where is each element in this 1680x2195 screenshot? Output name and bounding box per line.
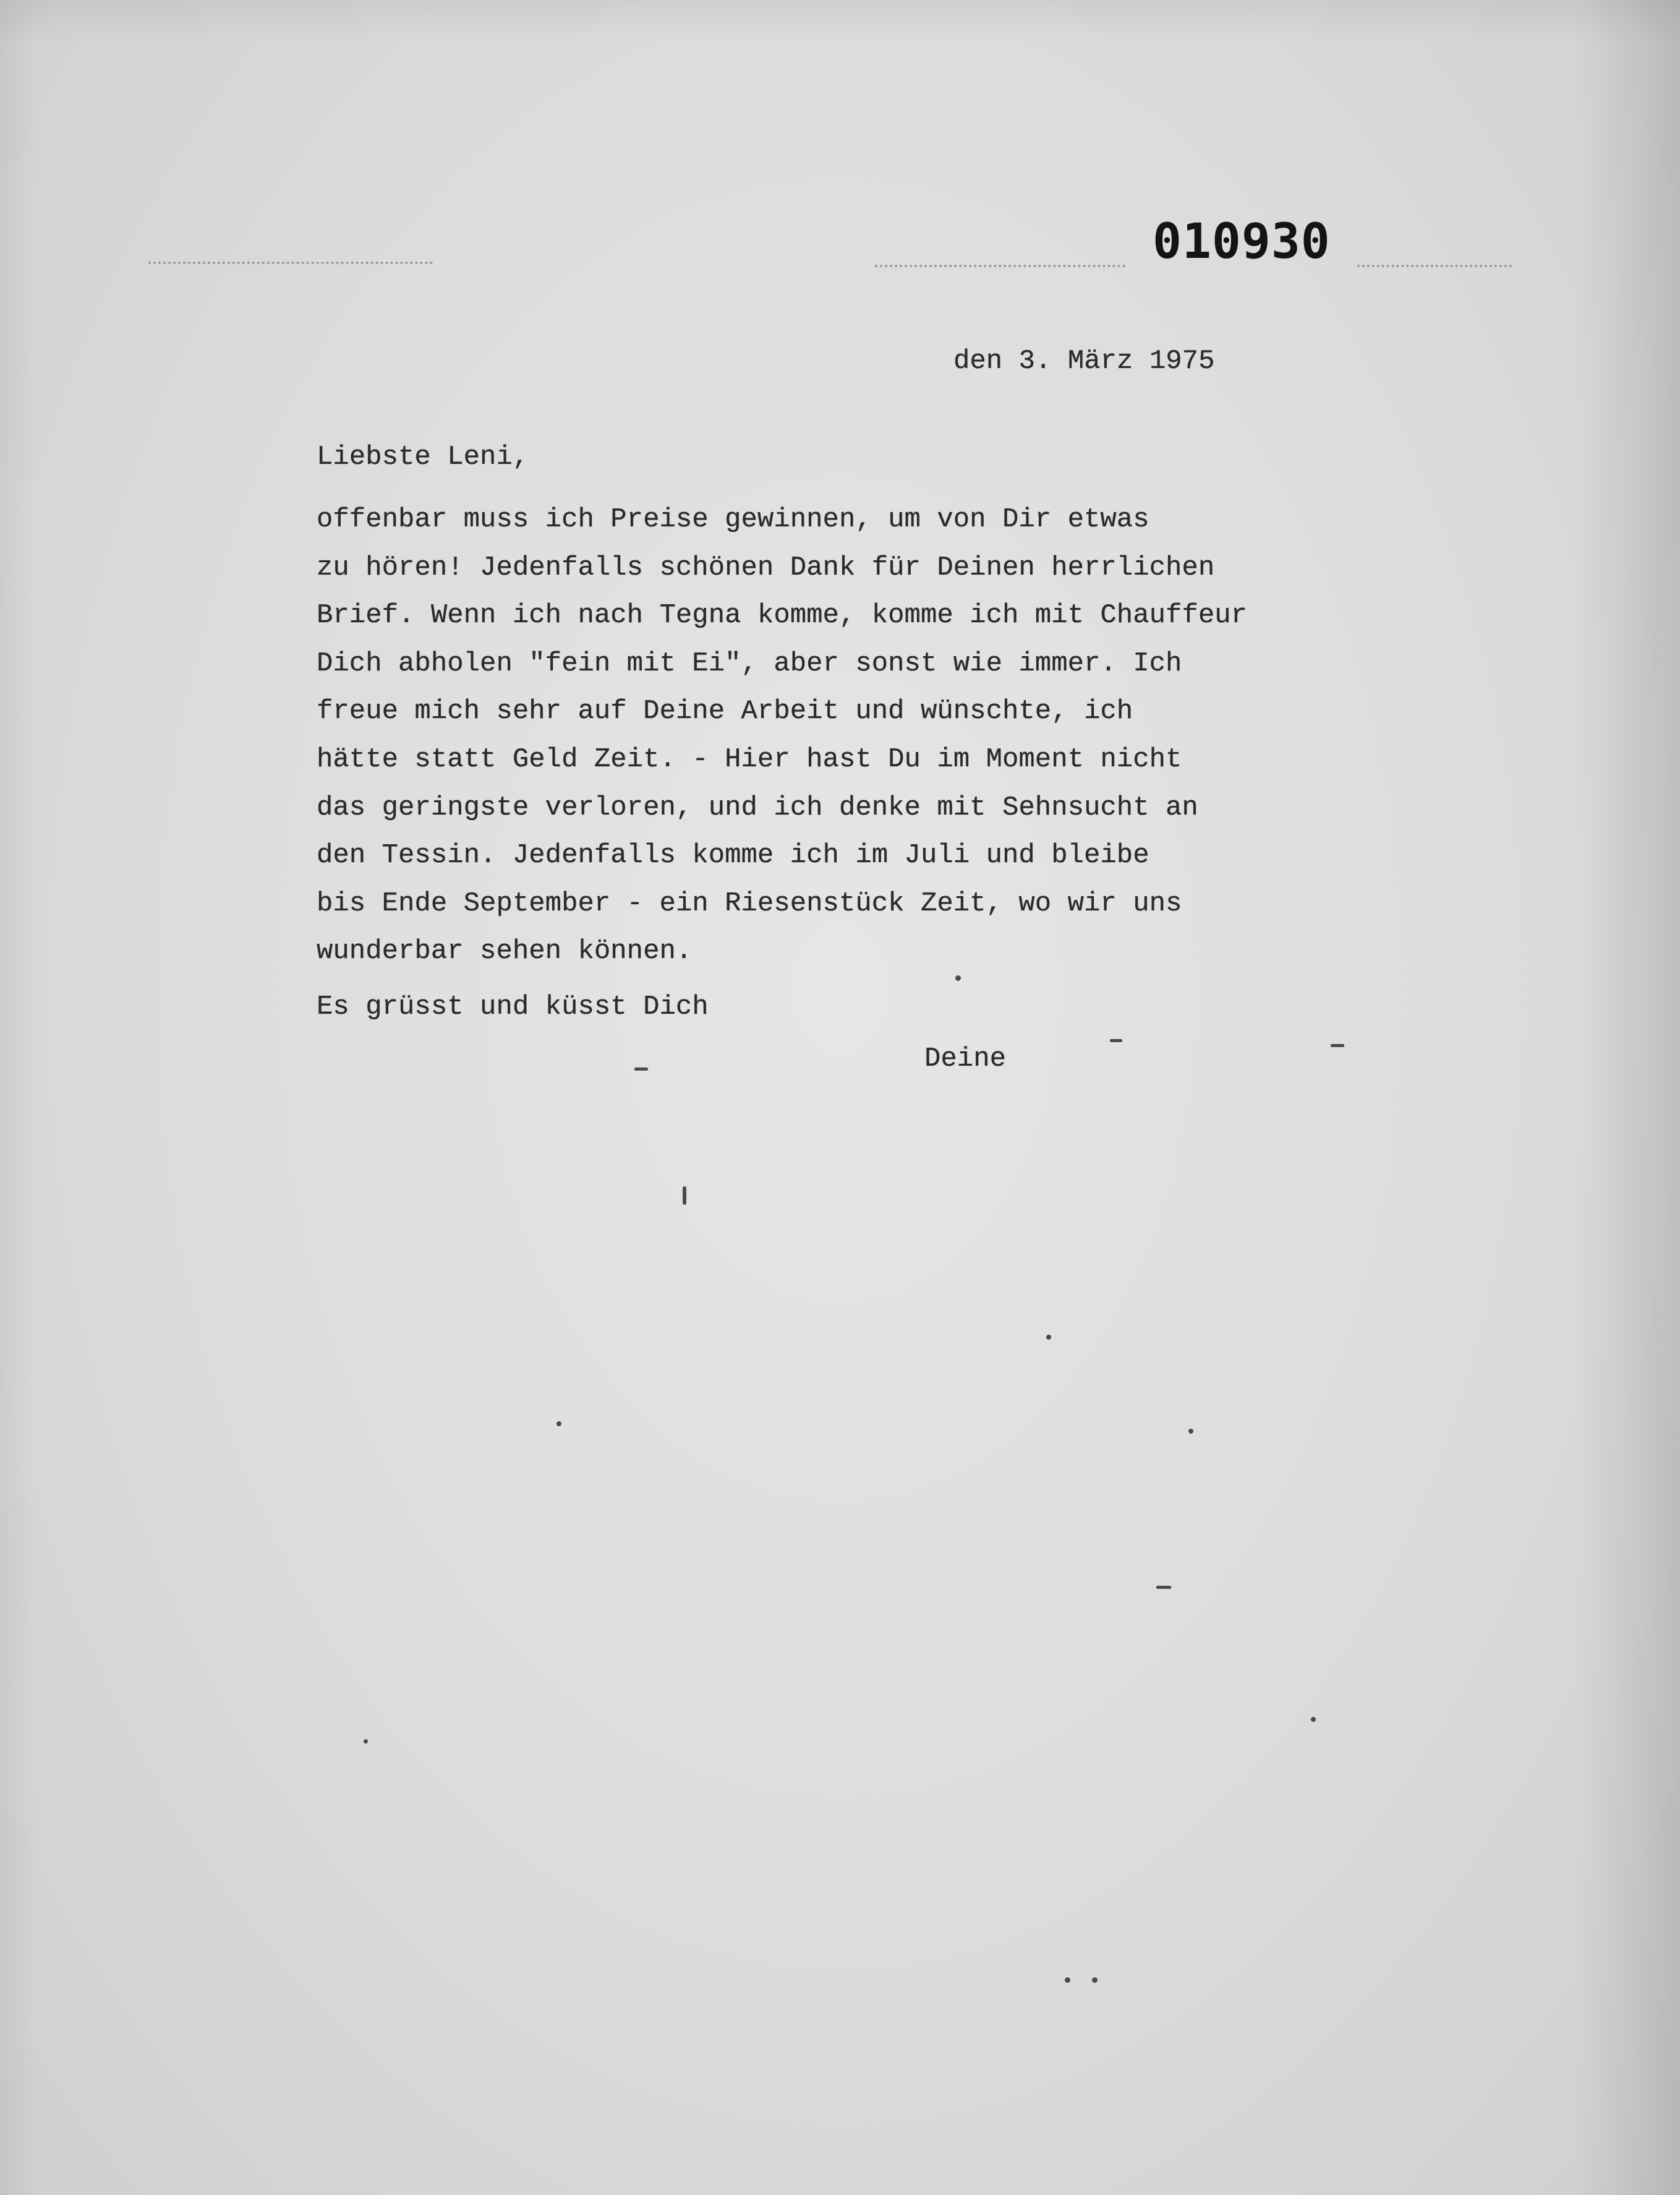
body-line: Brief. Wenn ich nach Tegna komme, komme ich mit Chauffeur [317,600,1248,631]
letter-signature: Deine [924,1043,1007,1074]
dust-speck [556,1421,561,1426]
paper-shadow-right [1575,0,1680,2195]
dust-speck [1331,1044,1344,1047]
letter-salutation: Liebste Leni, [317,442,529,473]
body-line: wunderbar sehen können. [317,936,693,967]
dust-speck [1065,1977,1070,1983]
body-line: offenbar muss ich Preise gewinnen, um von Dir etwas [317,504,1149,535]
paper-shadow-top [0,0,1680,43]
dust-speck [1110,1039,1122,1042]
letter-body [317,496,1247,976]
dotted-rule-left [148,262,433,264]
letter-date: den 3. März 1975 [953,346,1215,377]
body-line: freue mich sehr auf Deine Arbeit und wünschte, ich [317,696,1133,727]
dust-speck [1156,1586,1171,1589]
dust-speck [1188,1429,1193,1434]
dotted-rule-middle [875,265,1125,267]
dust-speck [634,1068,648,1071]
document-number: 010930 [1153,214,1331,270]
body-line: den Tessin. Jedenfalls komme ich im Juli und bleibe [317,840,1149,871]
dust-speck [955,975,961,981]
dust-speck [364,1739,368,1744]
body-line: das geringste verloren, und ich denke mit Sehnsucht an [317,792,1198,823]
body-line: hätte statt Geld Zeit. - Hier hast Du im Moment nicht [317,743,1182,775]
body-line: Dich abholen "fein mit Ei", aber sonst wie immer. Ich [317,648,1182,679]
dust-speck [1311,1717,1316,1722]
dotted-rule-right [1357,265,1512,267]
paper-shadow-left [0,0,37,2195]
dust-speck [683,1186,686,1205]
letter-closing: Es grüsst und küsst Dich [317,991,709,1022]
dust-speck [1046,1335,1051,1340]
body-line: bis Ende September - ein Riesenstück Zeit, wo wir uns [317,888,1182,919]
body-line: zu hören! Jedenfalls schönen Dank für Deinen herrlichen [317,552,1215,583]
dust-speck [1092,1977,1098,1983]
